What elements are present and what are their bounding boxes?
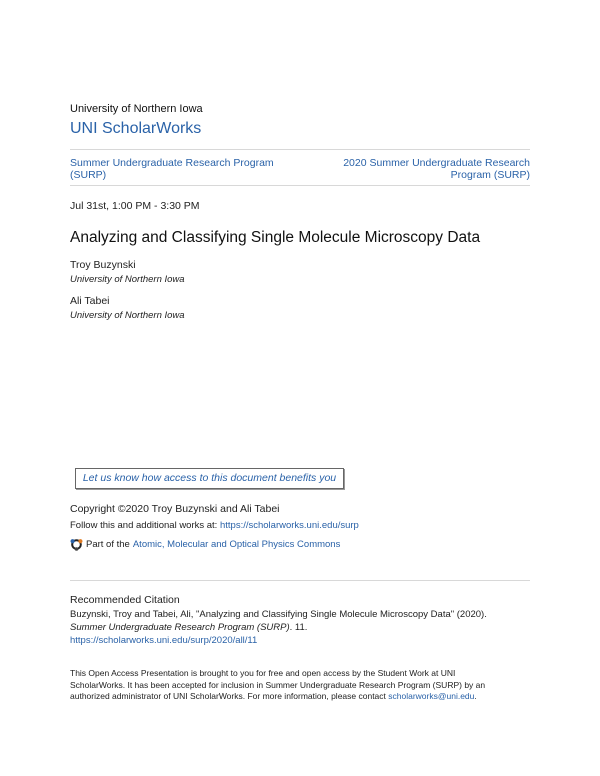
citation-number: . 11.	[289, 622, 308, 633]
author-name: Troy Buzynski	[70, 259, 136, 271]
follow-line	[70, 520, 359, 531]
divider-series	[70, 185, 530, 186]
citation-text: Buzynski, Troy and Tabei, Ali, "Analyzing and Classifying Single Molecule Microscopy Data" (2020).	[70, 609, 487, 620]
copyright-notice: Copyright ©2020 Troy Buzynski and Ali Tabei	[70, 503, 280, 515]
citation-series-line	[70, 622, 307, 633]
series-link-2020-surp[interactable]	[320, 157, 530, 181]
part-of-prefix: Part of the	[86, 539, 130, 550]
network-commons-icon	[70, 538, 83, 551]
university-name: University of Northern Iowa	[70, 103, 203, 115]
footer-line: ScholarWorks. It has been accepted for inclusion in Summer Undergraduate Research Program (SURP) by an	[70, 679, 486, 690]
citation-series-italic: Summer Undergraduate Research Program (SURP)	[70, 622, 290, 633]
footer-line	[70, 691, 530, 703]
follow-url-link[interactable]: https://scholarworks.uni.edu/surp	[219, 520, 359, 531]
divider-top	[70, 149, 530, 150]
citation-heading: Recommended Citation	[70, 594, 180, 606]
event-date: Jul 31st, 1:00 PM - 3:30 PM	[70, 200, 200, 212]
commons-link[interactable]: Atomic, Molecular and Optical Physics Commons	[132, 539, 341, 550]
footer-line3-suffix: .	[474, 691, 477, 701]
author-name: Ali Tabei	[70, 295, 110, 307]
series-link-surp[interactable]	[70, 157, 300, 181]
divider-citation	[70, 580, 530, 581]
series-left-line2: (SURP)	[70, 169, 107, 181]
footer-line: This Open Access Presentation is brought to you for free and open access by the Student Work at UNI	[70, 668, 456, 678]
citation-url-link[interactable]: https://scholarworks.uni.edu/surp/2020/all/11	[70, 635, 258, 646]
series-right-line1: 2020 Summer Undergraduate Research	[343, 157, 530, 169]
open-access-statement	[70, 668, 530, 703]
part-of-line	[70, 538, 340, 551]
series-left-line1: Summer Undergraduate Research Program	[70, 157, 274, 169]
author-affiliation: University of Northern Iowa	[70, 310, 185, 321]
benefit-feedback-link[interactable]: Let us know how access to this document benefits you	[75, 468, 344, 489]
footer-line3-prefix: authorized administrator of UNI ScholarWorks. For more information, please contact	[70, 691, 389, 701]
series-right-line2: Program (SURP)	[450, 169, 530, 181]
site-name-link[interactable]: UNI ScholarWorks	[70, 120, 202, 137]
paper-title: Analyzing and Classifying Single Molecule Microscopy Data	[70, 229, 481, 246]
author-affiliation: University of Northern Iowa	[70, 274, 185, 285]
contact-email-link[interactable]: scholarworks@uni.edu	[388, 691, 475, 701]
follow-prefix: Follow this and additional works at:	[70, 520, 220, 531]
